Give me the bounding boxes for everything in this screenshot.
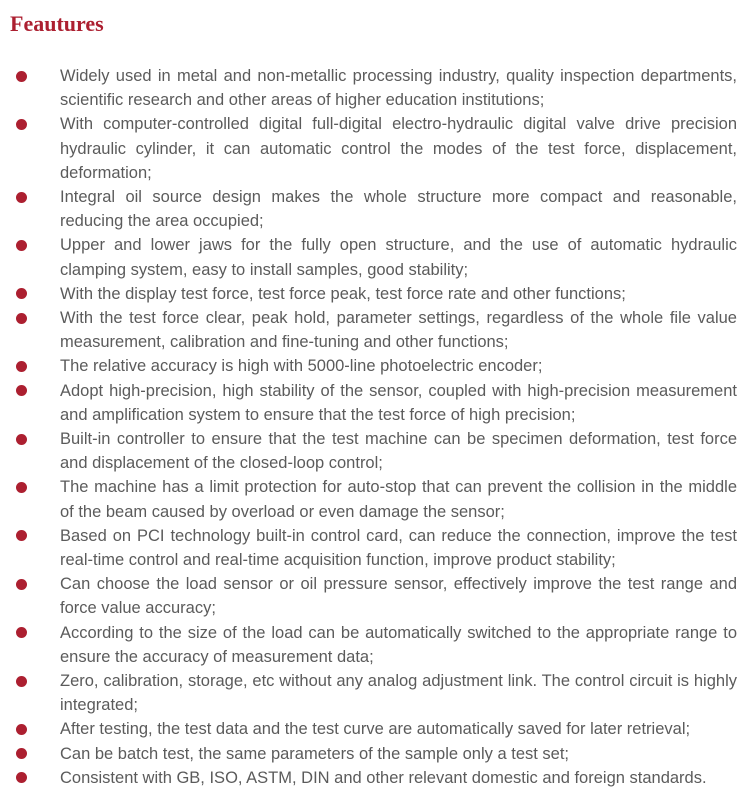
feature-item: [10, 475, 737, 523]
feature-text: With the test force clear, peak hold, parameter settings, regardless of the whole file value measurement, calibration and fine-tuning and other functions;: [60, 309, 737, 352]
bullet-icon: [16, 385, 27, 396]
feature-text: Widely used in metal and non-metallic processing industry, quality inspection departments, scientific research and other areas of higher education institutions;: [60, 67, 737, 110]
bullet-icon: [16, 313, 27, 324]
feature-item: [10, 185, 737, 233]
feature-item: [10, 354, 737, 378]
feature-item: [10, 282, 737, 306]
bullet-icon: [16, 482, 27, 493]
bullet-icon: [16, 627, 27, 638]
feature-text: Adopt high-precision, high stability of the sensor, coupled with high-precision measurement and amplification system to ensure that the test force of high precision;: [60, 381, 737, 424]
bullet-icon: [16, 119, 27, 130]
feature-text: Can be batch test, the same parameters of the sample only a test set;: [60, 744, 570, 763]
feature-text: After testing, the test data and the test curve are automatically saved for later retrieval;: [60, 720, 691, 739]
feature-text: With the display test force, test force peak, test force rate and other functions;: [60, 284, 626, 303]
feature-item: [10, 64, 737, 112]
bullet-icon: [16, 361, 27, 372]
feature-text: Can choose the load sensor or oil pressure sensor, effectively improve the test range and force value accuracy;: [60, 575, 737, 618]
feature-item: [10, 669, 737, 717]
feature-text: Zero, calibration, storage, etc without any analog adjustment link. The control circuit is highly integrated;: [60, 672, 737, 715]
bullet-icon: [16, 530, 27, 541]
feature-item: [10, 427, 737, 475]
bullet-icon: [16, 772, 27, 783]
feature-item: [10, 306, 737, 354]
feature-item: [10, 742, 737, 766]
feature-text: Upper and lower jaws for the fully open structure, and the use of automatic hydraulic clamping system, easy to install samples, good stability;: [60, 236, 737, 279]
bullet-icon: [16, 192, 27, 203]
feature-text: Integral oil source design makes the whole structure more compact and reasonable, reducing the area occupied;: [60, 188, 737, 231]
bullet-icon: [16, 288, 27, 299]
feature-item: [10, 621, 737, 669]
bullet-icon: [16, 748, 27, 759]
feature-text: Built-in controller to ensure that the test machine can be specimen deformation, test force and displacement of the closed-loop control;: [60, 430, 737, 473]
page-title: Feautures: [10, 11, 104, 36]
feature-text: The relative accuracy is high with 5000-line photoelectric encoder;: [60, 357, 543, 376]
feature-item: [10, 717, 737, 741]
feature-item: [10, 112, 737, 185]
bullet-icon: [16, 724, 27, 735]
feature-item: [10, 524, 737, 572]
feature-text: Consistent with GB, ISO, ASTM, DIN and other relevant domestic and foreign standards.: [60, 768, 707, 787]
feature-item: [10, 572, 737, 620]
bullet-icon: [16, 240, 27, 251]
feature-item: [10, 379, 737, 427]
bullet-icon: [16, 434, 27, 445]
feature-text: With computer-controlled digital full-digital electro-hydraulic digital valve drive precision hydraulic cylinder, it can automatic control the modes of the test force, displacement, deformation;: [60, 115, 737, 182]
feature-item: [10, 233, 737, 281]
feature-list: [10, 64, 737, 790]
bullet-icon: [16, 579, 27, 590]
feature-item: [10, 766, 737, 790]
bullet-icon: [16, 71, 27, 82]
bullet-icon: [16, 676, 27, 687]
feature-text: The machine has a limit protection for auto-stop that can prevent the collision in the middle of the beam caused by overload or even damage the sensor;: [60, 478, 737, 521]
feature-text: Based on PCI technology built-in control card, can reduce the connection, improve the test real-time control and real-time acquisition function, improve product stability;: [60, 526, 737, 570]
feature-text: According to the size of the load can be automatically switched to the appropriate range to ensure the accuracy of measurement data;: [60, 623, 737, 666]
